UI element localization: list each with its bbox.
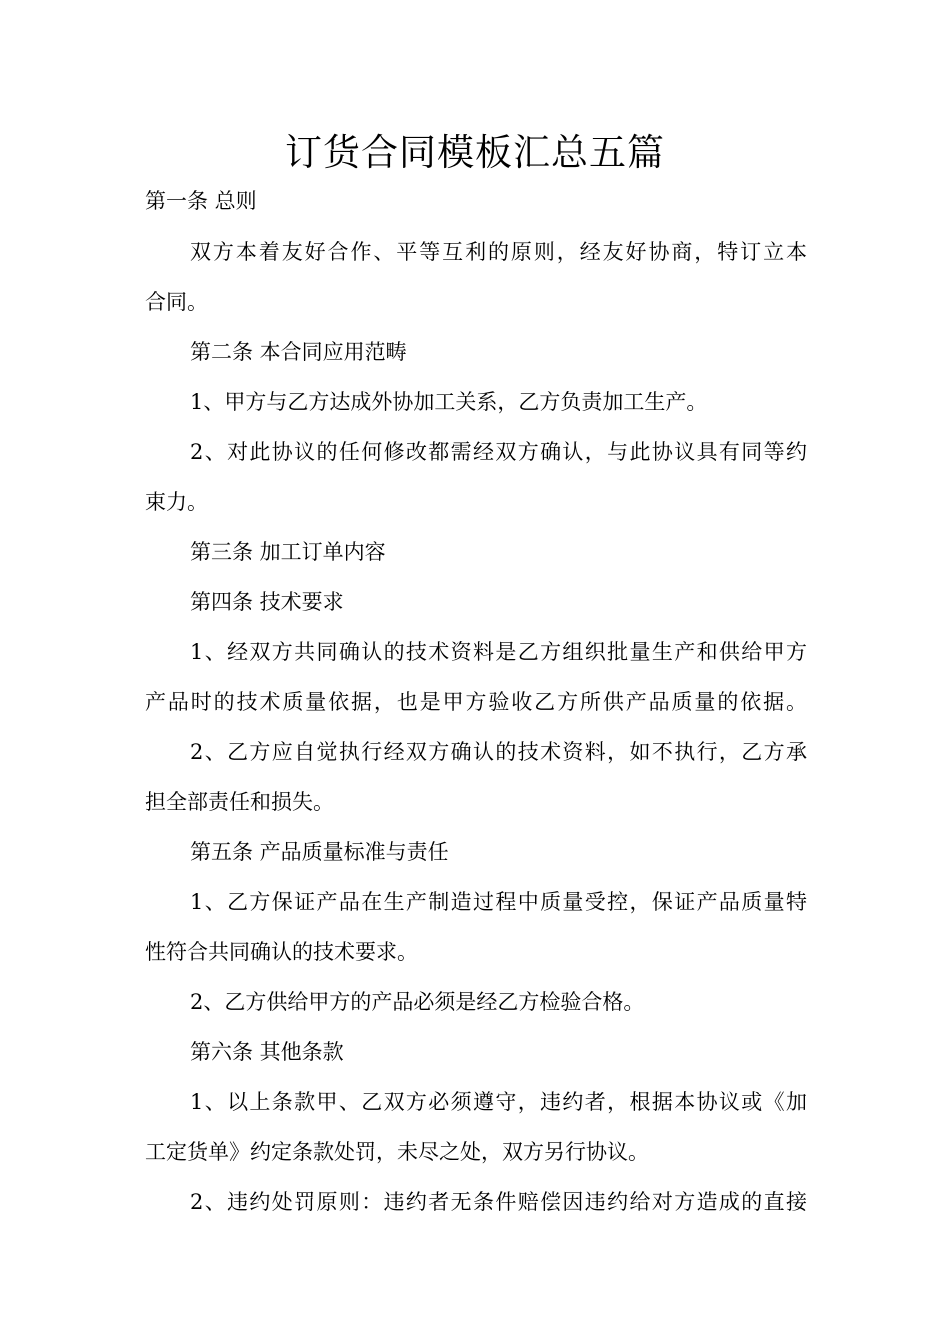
- paragraph-line: 2、乙方供给甲方的产品必须是经乙方检验合格。: [190, 990, 645, 1014]
- paragraph-line: 2、乙方应自觉执行经双方确认的技术资料，如不执行，乙方承: [190, 740, 807, 764]
- article-2-heading: 第二条 本合同应用范畴: [190, 340, 407, 364]
- paragraph-line: 1、乙方保证产品在生产制造过程中质量受控，保证产品质量特: [190, 890, 807, 914]
- paragraph-line: 担全部责任和损失。: [145, 790, 334, 814]
- article-6-heading: 第六条 其他条款: [190, 1040, 344, 1064]
- paragraph-line: 双方本着友好合作、平等互利的原则，经友好协商，特订立本: [190, 240, 807, 264]
- paragraph-line: 束力。: [145, 490, 208, 514]
- article-5-heading: 第五条 产品质量标准与责任: [190, 840, 449, 864]
- paragraph-line: 合同。: [145, 290, 208, 314]
- paragraph-line: 1、经双方共同确认的技术资料是乙方组织批量生产和供给甲方: [190, 640, 807, 664]
- paragraph-line: 性符合共同确认的技术要求。: [145, 940, 418, 964]
- paragraph-line: 2、对此协议的任何修改都需经双方确认，与此协议具有同等约: [190, 440, 807, 464]
- article-1-heading: 第一条 总则: [145, 189, 257, 213]
- document-title: 订货合同模板汇总五篇: [285, 131, 665, 174]
- paragraph-line: 1、以上条款甲、乙双方必须遵守，违约者，根据本协议或《加: [190, 1090, 807, 1114]
- paragraph-line: 2、违约处罚原则：违约者无条件赔偿因违约给对方造成的直接: [190, 1190, 807, 1214]
- article-3-heading: 第三条 加工订单内容: [190, 540, 386, 564]
- paragraph-line: 工定货单》约定条款处罚，未尽之处，双方另行协议。: [145, 1140, 649, 1164]
- paragraph-line: 1、甲方与乙方达成外协加工关系，乙方负责加工生产。: [190, 390, 708, 414]
- paragraph-line: 产品时的技术质量依据，也是甲方验收乙方所供产品质量的依据。: [145, 690, 807, 714]
- article-4-heading: 第四条 技术要求: [190, 590, 344, 614]
